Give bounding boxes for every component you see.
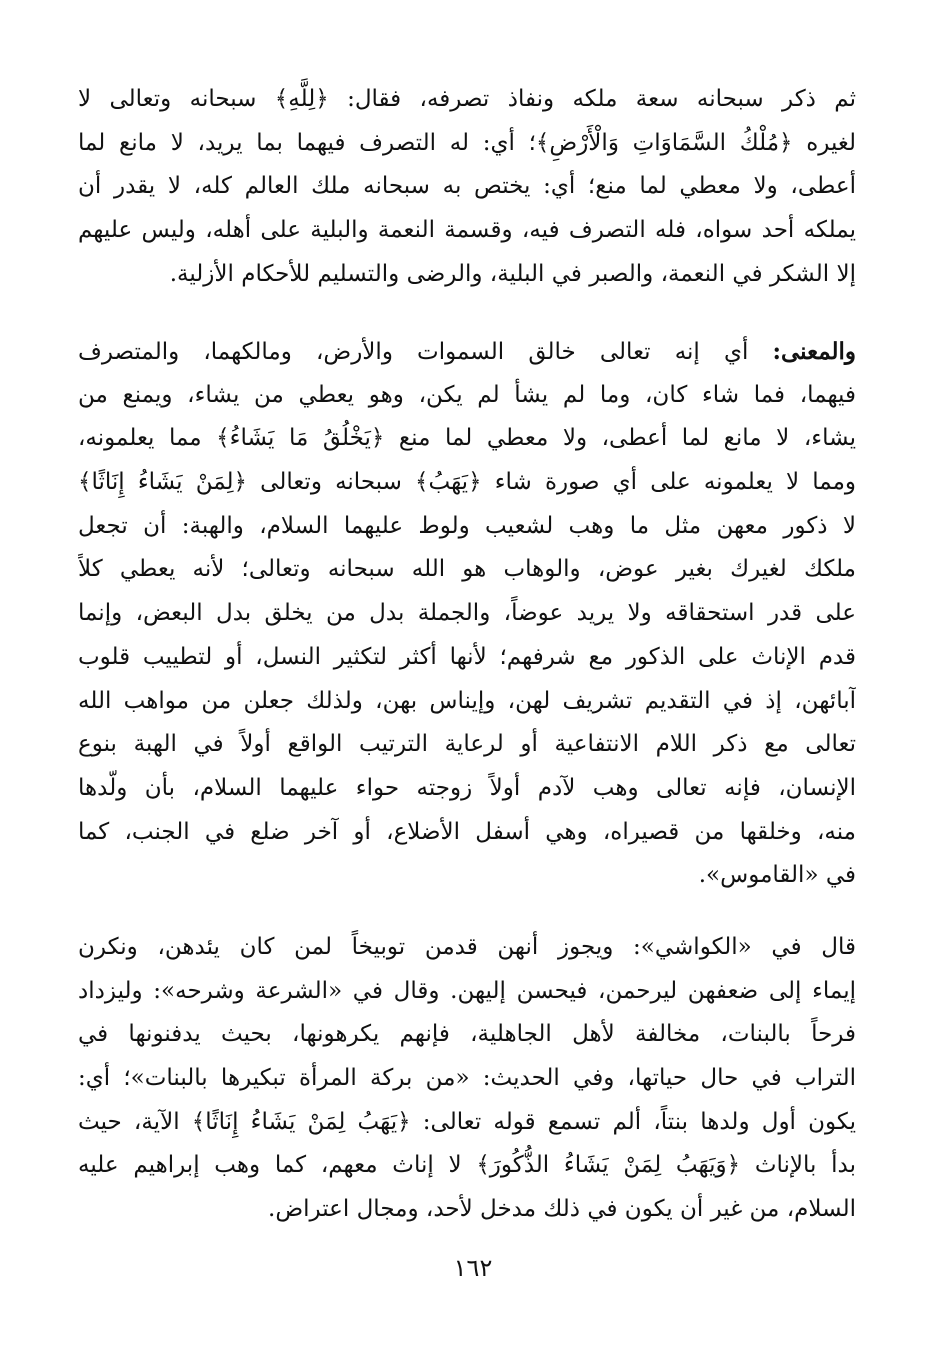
paragraph-2-line-5: لا ذكور معهن مثل ما وهب لشعيب ولوط عليهما السلام، والهبة: أن تجعل — [78, 512, 856, 539]
paragraph-2-line-6: ملكك لغيرك بغير عوض، والوهاب هو الله سبحانه وتعالى؛ لأنه يعطي كلاً — [78, 556, 856, 583]
paragraph-1-line-2: لغيره ﴿مُلْكُ السَّمَاوَاتِ وَالْأَرْضِ﴾؛ أي: له التصرف فيهما بما يريد، لا مانع لما — [78, 129, 856, 156]
page-number: ١٦٢ — [453, 1254, 493, 1282]
paragraph-2-line-3: يشاء، لا مانع لما أعطى، ولا معطي لما منع ﴿يَخْلُقُ مَا يَشَاءُ﴾ مما يعلمونه، — [78, 425, 856, 452]
paragraph-2-line-9: آبائهن، إذ في التقديم تشريف لهن، وإيناس بهن، ولذلك جعلن من مواهب الله — [78, 687, 856, 714]
paragraph-3-line-4: التراب في حال حياتها، وفي الحديث: «من بركة المرأة تبكيرها بالبنات»؛ أي: — [78, 1065, 856, 1092]
paragraph-2-line-10: تعالى مع ذكر اللام الانتفاعية أو لرعاية الترتيب الواقع أولاً في الهبة بنوع — [78, 731, 856, 758]
paragraph-1-line-1: ثم ذكر سبحانه سعة ملكه ونفاذ تصرفه، فقال: ﴿لِلَّهِ﴾ سبحانه وتعالى لا — [78, 86, 856, 112]
paragraph-1 — [78, 78, 856, 296]
paragraph-2-line-1 — [78, 330, 856, 374]
paragraph-2-line-11: الإنسان، فإنه تعالى وهب لآدم أولاً زوجته حواء عليهما السلام، بأن ولّدها — [78, 774, 856, 801]
paragraph-2-lead-word: والمعنى: — [772, 338, 856, 365]
paragraph-2-line-4: ومما لا يعلمونه على أي صورة شاء ﴿يَهَبُ﴾ سبحانه وتعالى ﴿لِمَنْ يَشَاءُ إِنَاثًا﴾ — [78, 469, 856, 496]
paragraph-3 — [78, 926, 856, 1232]
paragraph-2-line-1-text: أي إنه تعالى خالق السموات والأرض، ومالكهما، والمتصرف — [78, 339, 773, 365]
paragraph-1-line-4: يملكه أحد سواه، فله التصرف فيه، وقسمة النعمة والبلية على أهله، وليس عليهم — [78, 217, 856, 244]
paragraph-2-line-12: منه، وخلقها من قصيراه، وهي أسفل الأضلاع، أو آخر ضلع في الجنب، كما — [78, 818, 856, 845]
paragraph-2-line-8: قدم الإناث على الذكور مع شرفهم؛ لأنها أكثر لتكثير النسل، أو لتطييب قلوب — [78, 643, 856, 670]
paragraph-2-line-2: فيهما، فما شاء كان، وما لم يشأ لم يكن، وهو يعطي من يشاء، ويمنع من — [78, 381, 856, 408]
paragraph-1-line-5: إلا الشكر في النعمة، والصبر في البلية، والرضى والتسليم للأحكام الأزلية. — [169, 260, 856, 287]
paragraph-2-line-7: على قدر استحقاقه ولا يريد عوضاً، والجملة بدل من يخلق بدل البعض، وإنما — [78, 600, 856, 627]
paragraph-2-line-13: في «القاموس». — [698, 862, 856, 889]
paragraph-2 — [78, 330, 856, 898]
paragraph-3-line-2: إيماء إلى ضعفهن ليرحمن، فيحسن إليهن. وقال في «الشرعة وشرحه»: وليزداد — [78, 977, 856, 1004]
paragraph-3-line-7: السلام، من غير أن يكون في ذلك مدخل لأحد، ومجال اعتراض. — [268, 1196, 856, 1223]
paragraph-3-line-6: بدأ بالإناث ﴿وَيَهَبُ لِمَنْ يَشَاءُ الذُّكُورَ﴾ لا إناث معهم، كما وهب إبراهيم عليه — [78, 1152, 856, 1179]
paragraph-1-line-3: أعطى، ولا معطي لما منع؛ أي: يختص به سبحانه ملك العالم كله، لا يقدر أن — [78, 173, 856, 200]
paragraph-3-line-5: يكون أول ولدها بنتاً، ألم تسمع قوله تعالى: ﴿يَهَبُ لِمَنْ يَشَاءُ إِنَاثًا﴾ الآية، حيث — [78, 1108, 856, 1135]
paragraph-3-line-1: قال في «الكواشي»: ويجوز أنهن قدمن توبيخاً لمن كان يئدهن، ونكرن — [78, 934, 856, 960]
paragraph-3-line-3: فرحاً بالبنات، مخالفة لأهل الجاهلية، فإنهم يكرهونها، بحيث يدفنونها في — [78, 1021, 856, 1048]
